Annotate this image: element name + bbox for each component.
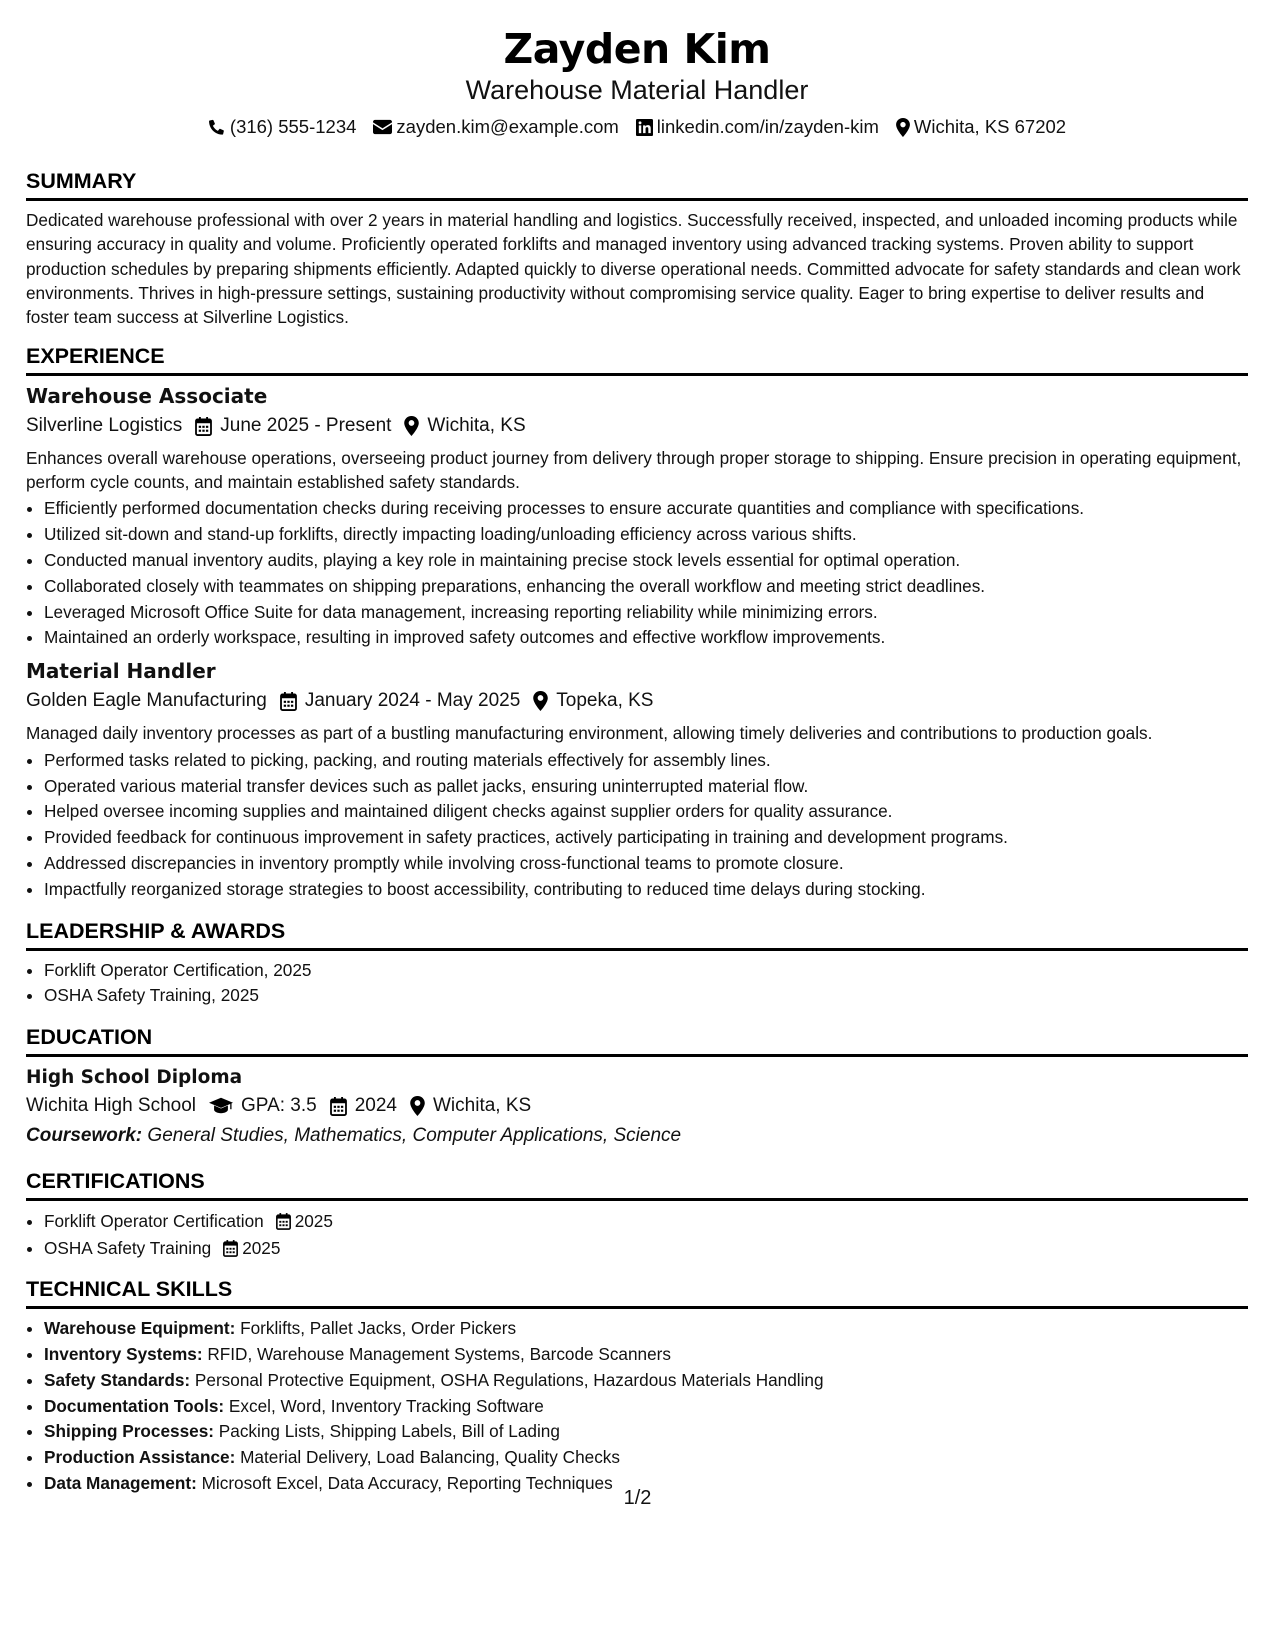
calendar-icon [223,1240,238,1257]
company-name: Silverline Logistics [26,415,183,437]
list-item [44,1394,1248,1420]
list-item: • Collaborated closely with teammates on shipping preparations, enhancing the overall workflow and meeting strict deadlines. [44,574,1248,600]
contact-phone[interactable] [208,115,357,139]
skills-section [26,1276,1248,1497]
list-item: • Operated various material transfer devices such as pallet jacks, ensuring uninterrupted material flow. [44,774,1248,800]
list-item: • Maintained an orderly workspace, resulting in improved safety outcomes and effective workflow improvements. [44,625,1248,651]
skill-category: Data Management: [44,1472,197,1493]
page-number: 1/2 [623,1487,652,1509]
list-item: • Performed tasks related to picking, packing, and routing materials effectively for assembly lines. [44,748,1248,774]
skill-category: Documentation Tools: [44,1395,225,1416]
job-description: Enhances overall warehouse operations, overseeing product journey from delivery through proper storage to shipping. Ensure precision in operating equipment, perform cycle counts, and maintain established safety standards. [26,448,1242,492]
experience-section [26,343,1248,902]
job-dates: January 2024 - May 2025 [304,690,521,712]
graduation-cap-icon [209,1097,233,1115]
job-title: Material Handler [26,659,216,684]
list-item: • Helped oversee incoming supplies and maintained diligent checks against supplier orders for quality assurance. [44,799,1248,825]
job-location: Topeka, KS [556,690,654,712]
list-item [44,1208,1248,1235]
leadership-section [26,918,1248,1010]
certification-year: 2025 [294,1211,333,1232]
contact-location [896,115,1066,139]
graduation-year: 2024 [354,1095,397,1117]
list-item [44,1342,1248,1368]
calendar-icon [280,692,297,711]
skill-category: Inventory Systems: [44,1343,203,1364]
leadership-list [26,958,1248,1010]
resume-header [26,25,1248,139]
job-dates: June 2025 - Present [220,415,392,437]
phone-text: (316) 555-1234 [229,116,357,137]
job-bullets [26,496,1248,651]
map-pin-icon [404,416,419,436]
certifications-list [26,1208,1248,1262]
job-meta [26,688,1248,714]
company-name: Golden Eagle Manufacturing [26,690,267,712]
candidate-role: Warehouse Material Handler [465,75,809,105]
skill-category: Shipping Processes: [44,1421,215,1442]
coursework-label: Coursework: [26,1125,143,1147]
summary-text: Dedicated warehouse professional with over 2 years in material handling and logistics. Successfully received, inspected, and unloaded incoming products while ensuring accuracy in quality and volume. Proficiently operated forklifts and managed inventory using advanced tracking systems. Proven ability to support production schedules by preparing shipments efficiently. Adapted quickly to diverse operational needs. Committed advocate for safety standards and clean work environments. Thrives in high-pressure settings, sustaining productivity without compromising service quality. Eager to bring expertise to deliver results and foster team success at Silverline Logistics. [26,210,1241,328]
email-text: zayden.kim@example.com [396,116,619,137]
skill-values: Excel, Word, Inventory Tracking Software [224,1395,544,1416]
skill-category: Safety Standards: [44,1369,191,1390]
list-item [44,1445,1248,1471]
skill-category: Warehouse Equipment: [44,1318,236,1339]
linkedin-icon [636,119,653,136]
map-pin-icon [410,1096,425,1116]
list-item [44,1419,1248,1445]
phone-icon [208,118,226,136]
skill-values: Personal Protective Equipment, OSHA Regulations, Hazardous Materials Handling [190,1369,824,1390]
list-item: • Efficiently performed documentation checks during receiving processes to ensure accurate quantities and compliance with specifications. [44,496,1248,522]
section-title: LEADERSHIP & AWARDS [26,918,1248,951]
calendar-icon [276,1213,291,1230]
map-pin-icon [896,118,910,137]
school-name: Wichita High School [26,1095,197,1117]
skill-values: Material Delivery, Load Balancing, Quality Checks [235,1447,620,1468]
gpa-text: GPA: 3.5 [241,1095,317,1117]
summary-section [26,168,1248,329]
skill-values: Forklifts, Pallet Jacks, Order Pickers [235,1318,517,1339]
list-item [44,1235,1248,1262]
degree-title: High School Diploma [26,1067,243,1089]
list-item: • Provided feedback for continuous improvement in safety practices, actively participating in training and development programs. [44,825,1248,851]
job-entry [26,658,1248,902]
list-item [44,1368,1248,1394]
resume-page [26,0,1248,1497]
education-meta [26,1093,1248,1119]
skill-values: Microsoft Excel, Data Accuracy, Reporting Techniques [196,1472,613,1493]
job-title: Warehouse Associate [26,384,268,409]
map-pin-icon [533,691,548,711]
job-location: Wichita, KS [427,415,526,437]
job-description: Managed daily inventory processes as part of a bustling manufacturing environment, allowing timely deliveries and contributions to production goals. [26,723,1153,744]
envelope-icon [373,119,392,135]
section-title: EDUCATION [26,1024,1248,1057]
section-title: EXPERIENCE [26,343,1248,376]
skill-values: RFID, Warehouse Management Systems, Barcode Scanners [202,1343,671,1364]
contact-linkedin[interactable] [636,115,879,139]
skills-list [26,1316,1248,1497]
list-item [44,1316,1248,1342]
section-title: SUMMARY [26,168,1248,201]
skill-category: Production Assistance: [44,1447,236,1468]
education-location: Wichita, KS [433,1095,532,1117]
job-bullets [26,748,1248,903]
location-text: Wichita, KS 67202 [913,116,1067,137]
certifications-section [26,1168,1248,1262]
contact-bar [26,115,1248,139]
coursework [26,1123,1248,1149]
calendar-icon [330,1097,347,1116]
list-item: • Impactfully reorganized storage strategies to boost accessibility, contributing to reduced time delays during stocking. [44,877,1248,903]
certification-year: 2025 [242,1238,281,1259]
certification-name: • OSHA Safety Training [44,1238,212,1259]
section-title: TECHNICAL SKILLS [26,1276,1248,1309]
list-item: • Leveraged Microsoft Office Suite for data management, increasing reporting reliability while minimizing errors. [44,600,1248,626]
list-item: • Forklift Operator Certification, 2025 [44,958,1248,984]
linkedin-text: linkedin.com/in/zayden-kim [656,116,879,137]
coursework-text: General Studies, Mathematics, Computer Applications, Science [142,1125,682,1147]
calendar-icon [195,417,212,436]
list-item: • Utilized sit-down and stand-up forklifts, directly impacting loading/unloading efficiency across various shifts. [44,522,1248,548]
contact-email[interactable] [373,115,618,139]
section-title: CERTIFICATIONS [26,1168,1248,1201]
list-item: • OSHA Safety Training, 2025 [44,983,1248,1009]
education-section [26,1024,1248,1149]
job-meta [26,413,1248,439]
certification-name: • Forklift Operator Certification [44,1211,264,1232]
list-item: • Conducted manual inventory audits, playing a key role in maintaining precise stock levels essential for optimal operation. [44,548,1248,574]
candidate-name: Zayden Kim [503,25,771,73]
skill-values: Packing Lists, Shipping Labels, Bill of Lading [214,1421,560,1442]
list-item: • Addressed discrepancies in inventory promptly while involving cross-functional teams to promote closure. [44,851,1248,877]
job-entry [26,383,1248,651]
